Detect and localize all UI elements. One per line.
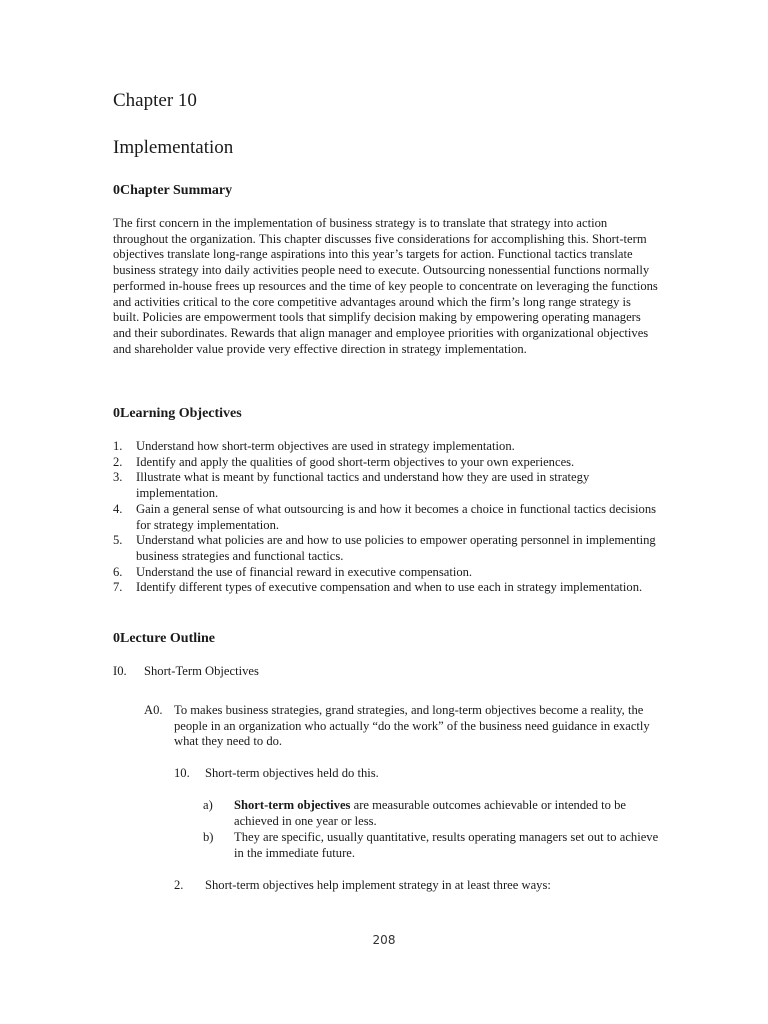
list-text: Gain a general sense of what outsourcing is and how it becomes a choice in functional tactics decisions for strategy implementation. (136, 501, 657, 532)
chapter-label: Chapter 10 (113, 90, 197, 111)
outline-heading: 0Lecture Outline (113, 631, 216, 646)
list-item (113, 565, 663, 581)
list-text: Understand what policies are and how to use policies to empower operating personnel in implementing business strategies and functional tactics. (136, 533, 656, 563)
list-item (113, 470, 663, 501)
outline-text: Short-term objectives help implement strategy in at least three ways: (205, 878, 551, 892)
list-number: 4. (113, 501, 123, 516)
list-text: Understand the use of financial reward in executive compensation. (136, 564, 473, 579)
list-item (113, 502, 663, 533)
outline-text: Short-term objectives held do this. (205, 766, 379, 780)
outline-level3 (174, 878, 654, 894)
list-number: 5. (113, 533, 123, 548)
list-text: Understand how short-term objectives are used in strategy implementation. (136, 439, 515, 453)
outline-text (234, 798, 663, 829)
list-item (113, 455, 663, 471)
outline-text: They are specific, usually quantitative, results operating managers set out to achieve in the immediate future. (234, 830, 659, 860)
list-item (113, 439, 663, 455)
list-text: Identify and apply the qualities of good short-term objectives to your own experiences. (136, 454, 575, 469)
outline-number: I0. (113, 664, 127, 678)
list-number: 7. (113, 580, 123, 595)
summary-paragraph: The first concern in the implementation of business strategy is to translate that strategy into action throughout the organization. This chapter discusses five considerations for accomplishing this. Short-term objectives translate long-range aspirations into this year’s targets for action. Functional tactics translate business strategy into daily activities people need to execute. Outsourcing nonessential functions normally performed in-house frees up resources and the time of key people to concentrate on leveraging the functions and activities critical to the core competitive advantages around which the firm’s long range strategy is built. Policies are empowerment tools that simplify decision making by empowering operating managers and their subordinates. Rewards that align manager and employee priorities with organizational objectives and shareholder value provide very effective direction in strategy implementation. (113, 216, 658, 356)
outline-text: To makes business strategies, grand strategies, and long-term objectives become a reality, the people in an organization who actually “do the work” of the business need guidance in exactly what they need to do. (174, 703, 650, 749)
outline-level4 (203, 798, 663, 829)
term-definition: are measurable outcomes achievable or intended to be achieved in one year or less. (234, 798, 626, 828)
objectives-list (113, 439, 663, 596)
outline-number: 2. (174, 878, 184, 892)
outline-number: A0. (144, 703, 163, 717)
list-number: 1. (113, 439, 123, 453)
summary-heading: 0Chapter Summary (113, 183, 233, 198)
outline-number: 10. (174, 766, 190, 780)
list-number: 2. (113, 454, 123, 469)
list-item (113, 580, 663, 596)
outline-number: a) (203, 798, 213, 812)
list-text: Identify different types of executive compensation and when to use each in strategy implementation. (136, 580, 643, 595)
chapter-title: Implementation (113, 137, 234, 158)
outline-level2 (144, 703, 664, 750)
outline-level4 (203, 830, 663, 861)
list-number: 6. (113, 564, 123, 579)
term-bold: Short-term objectives (234, 798, 351, 812)
page-number: 208 (372, 933, 396, 947)
list-number: 3. (113, 470, 123, 485)
list-item (113, 533, 663, 564)
objectives-heading: 0Learning Objectives (113, 406, 242, 421)
outline-level1 (113, 664, 663, 680)
list-text: Illustrate what is meant by functional tactics and understand how they are used in strategy implementation. (136, 470, 590, 501)
outline-number: b) (203, 830, 214, 844)
outline-level3 (174, 766, 654, 782)
outline-text: Short-Term Objectives (144, 664, 259, 678)
